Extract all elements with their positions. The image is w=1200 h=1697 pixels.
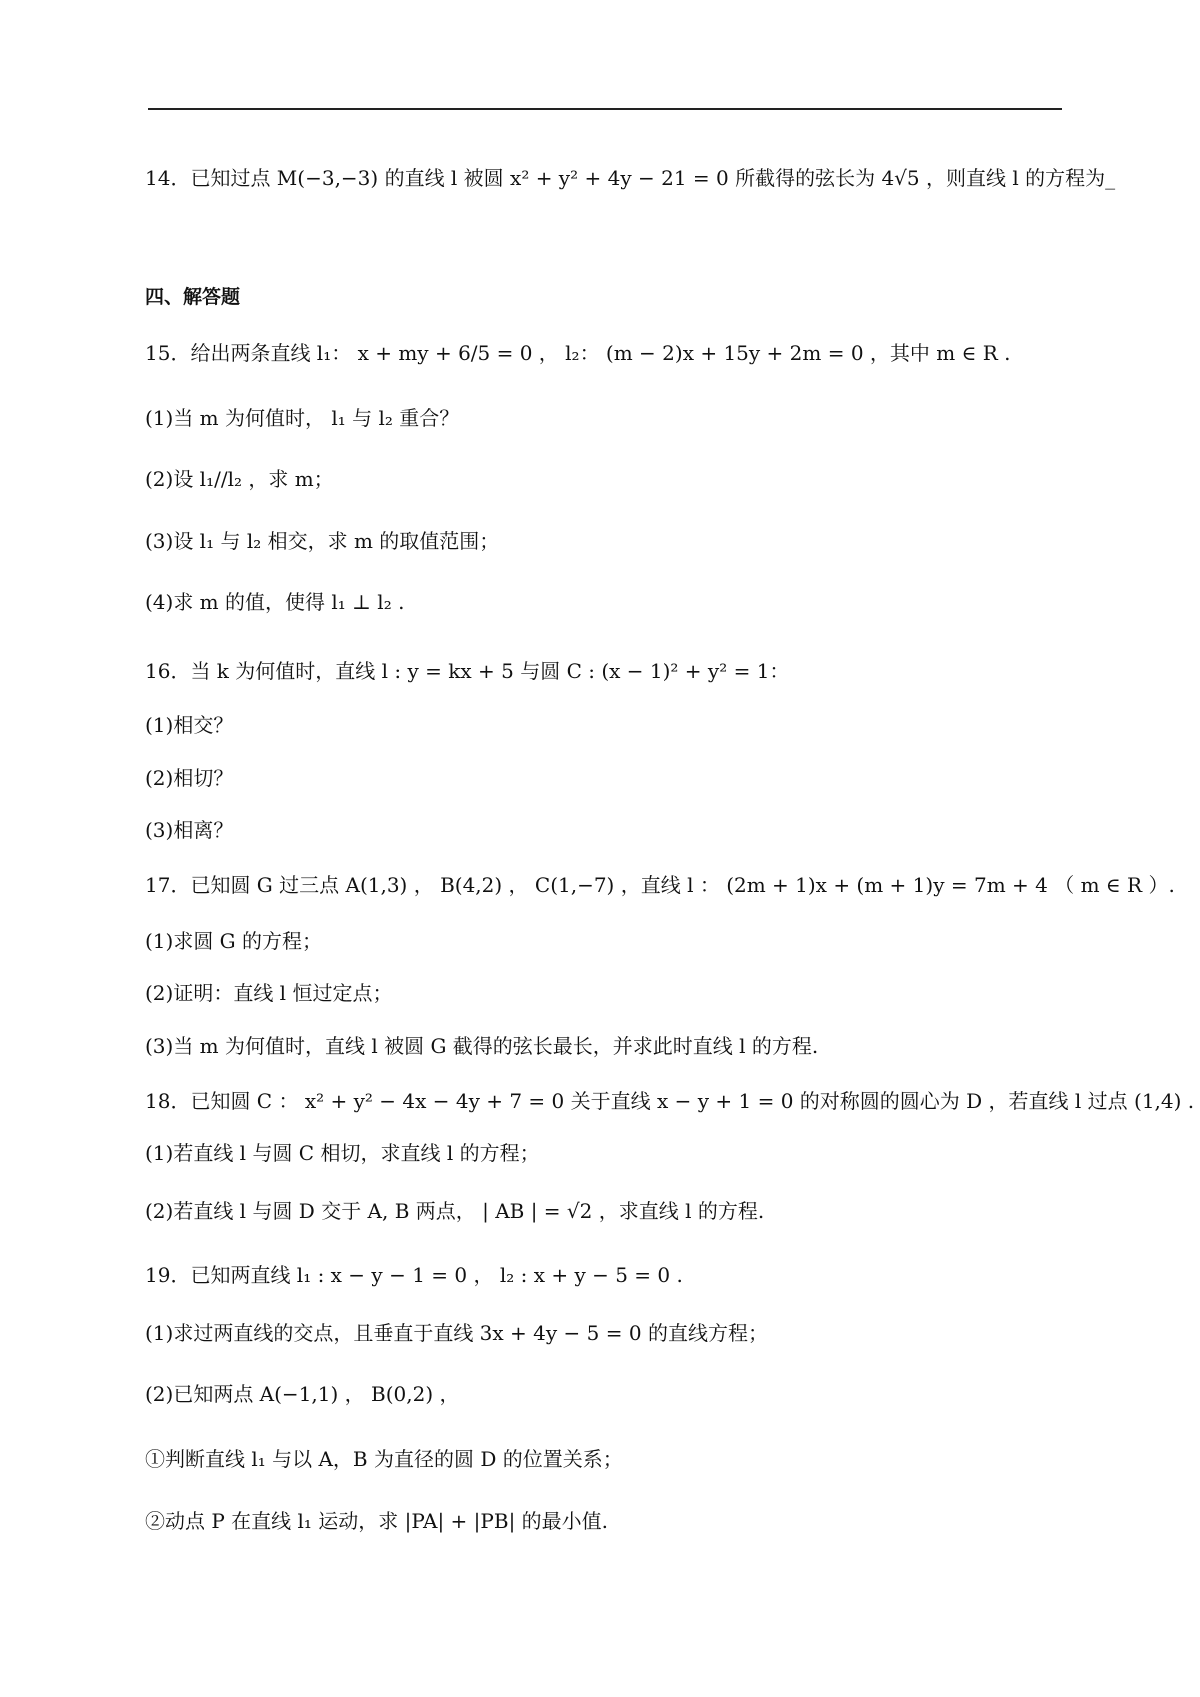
question-18-part-2: (2)若直线 l 与圆 D 交于 A, B 两点， | AB | = √2 ，求直线 l 的方程.	[145, 1199, 765, 1223]
question-19-item-2: ②动点 P 在直线 l₁ 运动，求 |PA| + |PB| 的最小值.	[145, 1509, 609, 1533]
question-15-part-4: (4)求 m 的值，使得 l₁ ⊥ l₂ .	[145, 590, 405, 614]
question-17-part-3: (3)当 m 为何值时，直线 l 被圆 G 截得的弦长最长，并求此时直线 l 的方程.	[145, 1034, 819, 1058]
question-15-part-1: (1)当 m 为何值时， l₁ 与 l₂ 重合？	[145, 406, 460, 430]
question-16-part-2: (2)相切？	[145, 766, 234, 790]
question-15-stem: 15．给出两条直线 l₁： x + my + 6/5 = 0 ， l₂： (m − 2)x + 15y + 2m = 0 ，其中 m ∈ R .	[145, 341, 1011, 365]
question-18-part-1: (1)若直线 l 与圆 C 相切，求直线 l 的方程；	[145, 1141, 540, 1165]
question-17-part-1: (1)求圆 G 的方程；	[145, 929, 323, 953]
header-rule	[148, 108, 1062, 110]
question-15-part-2: (2)设 l₁//l₂ ，求 m；	[145, 467, 334, 491]
question-14: 14．已知过点 M(−3,−3) 的直线 l 被圆 x² + y² + 4y − 21 = 0 所截得的弦长为 4√5 ，则直线 l 的方程为_	[145, 166, 1116, 190]
question-16-part-1: (1)相交？	[145, 713, 234, 737]
question-17-part-2: (2)证明：直线 l 恒过定点；	[145, 981, 393, 1005]
question-16-stem: 16．当 k 为何值时，直线 l : y = kx + 5 与圆 C : (x − 1)² + y² = 1：	[145, 659, 790, 683]
question-15-part-3: (3)设 l₁ 与 l₂ 相交，求 m 的取值范围；	[145, 529, 500, 553]
question-18-stem: 18．已知圆 C ： x² + y² − 4x − 4y + 7 = 0 关于直线 x − y + 1 = 0 的对称圆的圆心为 D ，若直线 l 过点 (1,4) .	[145, 1089, 1195, 1113]
question-17-stem: 17．已知圆 G 过三点 A(1,3) ， B(4,2) ， C(1,−7) ，直线 l ： (2m + 1)x + (m + 1)y = 7m + 4 （ m ∈ R ）.	[145, 873, 1175, 897]
question-19-stem: 19．已知两直线 l₁ : x − y − 1 = 0 ， l₂ : x + y − 5 = 0 .	[145, 1263, 683, 1287]
question-16-part-3: (3)相离？	[145, 818, 234, 842]
question-19-item-1: ①判断直线 l₁ 与以 A，B 为直径的圆 D 的位置关系；	[145, 1447, 623, 1471]
section-title: 四、解答题	[145, 286, 241, 308]
question-19-part-2: (2)已知两点 A(−1,1) ， B(0,2) ，	[145, 1382, 460, 1406]
question-19-part-1: (1)求过两直线的交点，且垂直于直线 3x + 4y − 5 = 0 的直线方程；	[145, 1321, 768, 1345]
